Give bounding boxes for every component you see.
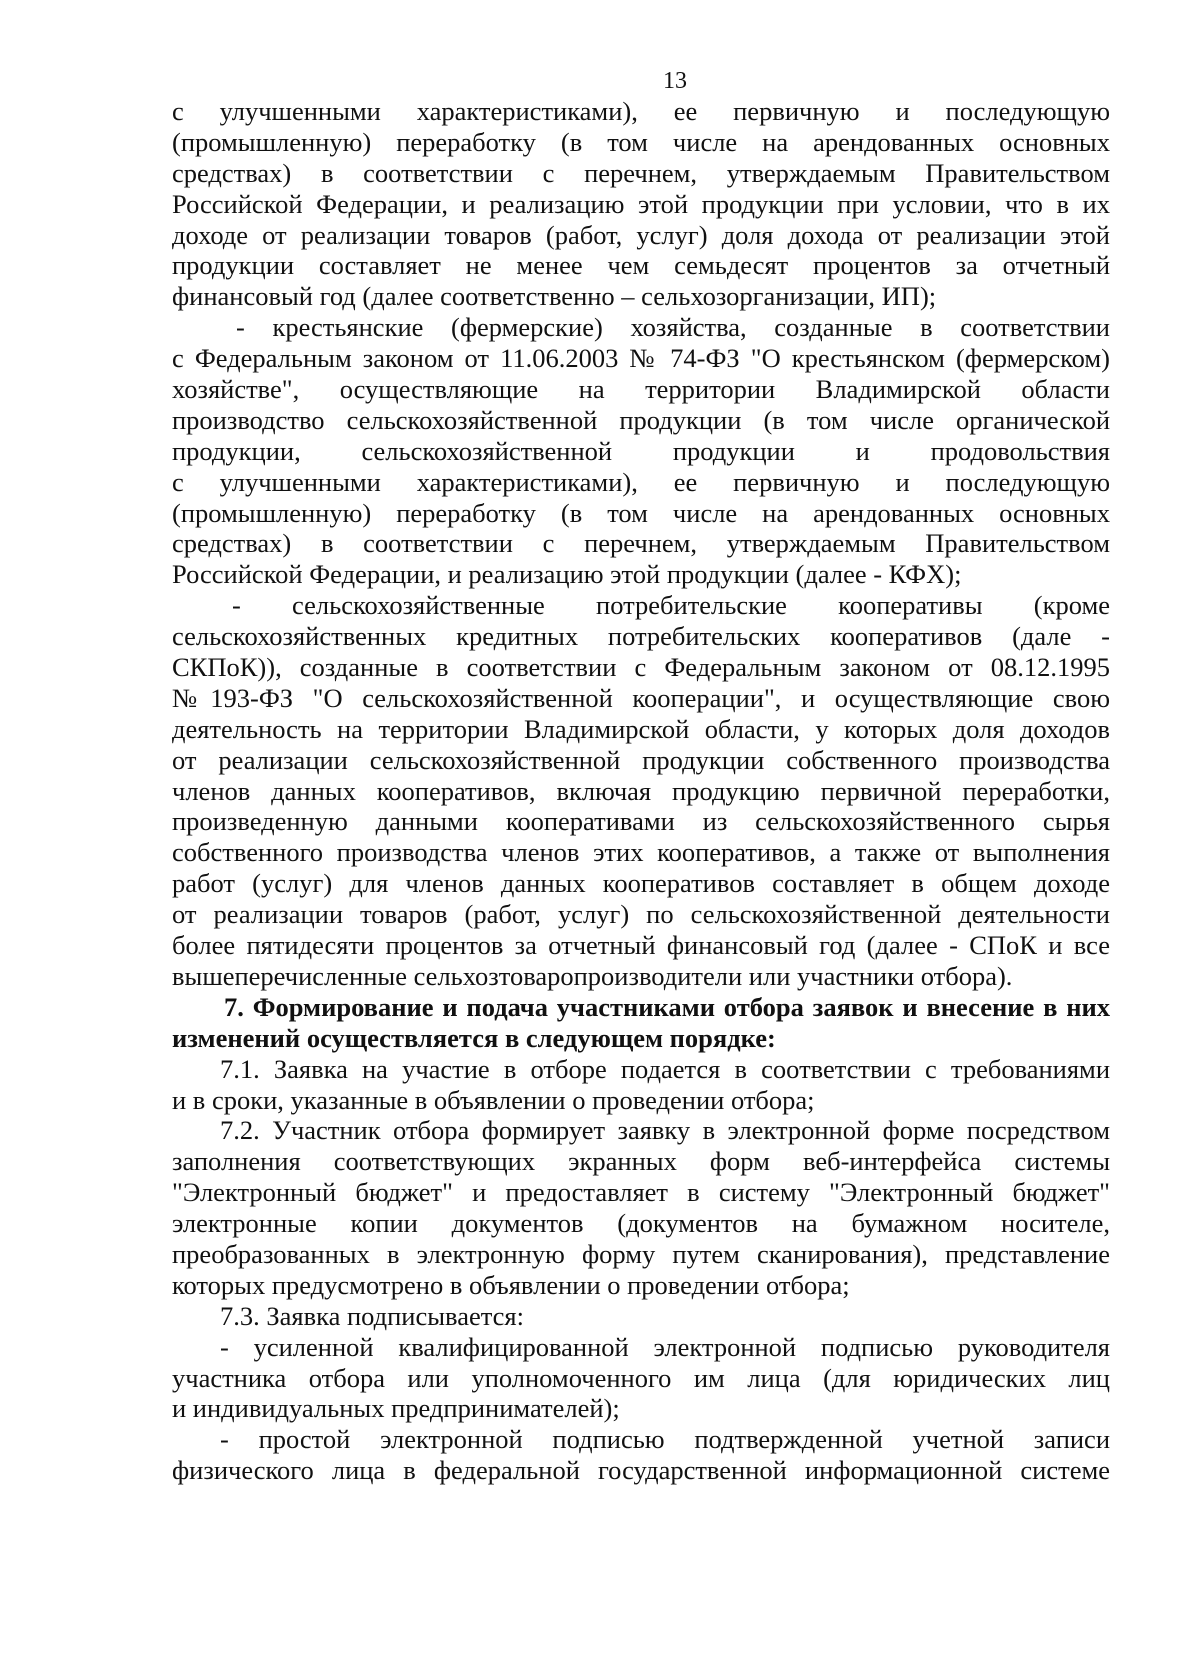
section-heading: 7. Формирование и подача участниками отбора заявок и внесение в них [224,991,1110,1022]
text-line: хозяйстве", осуществляющие на территории Владимирской области [172,374,1110,405]
text-line: средствах) в соответствии с перечнем, утверждаемым Правительством [172,528,1110,559]
text-line: с Федеральным законом от 11.06.2003 № 74-ФЗ "О крестьянском (фермерском) [172,343,1110,374]
text-line: электронные копии документов (документов на бумажном носителе, [172,1208,1110,1239]
page-number: 13 [663,68,687,94]
text-line: участника отбора или уполномоченного им лица (для юридических лиц [172,1362,1110,1393]
text-line: 7.1. Заявка на участие в отборе подается в соответствии с требованиями [220,1053,1110,1084]
text-line: от реализации товаров (работ, услуг) по сельскохозяйственной деятельности [172,899,1110,930]
text-line: и в сроки, указанные в объявлении о проведении отбора; [172,1084,815,1115]
text-line: с улучшенными характеристиками), ее первичную и последующую [172,466,1110,497]
text-line: с улучшенными характеристиками), ее первичную и последующую [172,96,1110,126]
document-body [172,96,1110,1486]
text-line: членов данных кооперативов, включая продукцию первичной переработки, [172,775,1110,806]
text-line: которых предусмотрено в объявлении о проведении отбора; [172,1269,850,1300]
text-line: физического лица в федеральной государственной информационной системе [172,1455,1110,1486]
text-line: (промышленную) переработку (в том числе на арендованных основных [172,497,1110,528]
text-line: 7.2. Участник отбора формирует заявку в электронной форме посредством [220,1115,1110,1146]
text-line: Российской Федерации, и реализацию этой продукции (далее - КФХ); [172,559,962,590]
text-line: Российской Федерации, и реализацию этой продукции при условии, что в их [172,188,1110,219]
text-line: финансовый год (далее соответственно – сельхозорганизации, ИП); [172,281,937,312]
text-line: - усиленной квалифицированной электронной подписью руководителя [220,1331,1110,1362]
text-line: вышеперечисленные сельхозтоваропроизводители или участники отбора). [172,960,1013,991]
text-line: произведенную данными кооперативами из сельскохозяйственного сырья [172,806,1110,837]
text-line: "Электронный бюджет" и предоставляет в систему "Электронный бюджет" [172,1177,1110,1208]
section-heading: изменений осуществляется в следующем порядке: [172,1022,776,1053]
text-line: 7.3. Заявка подписывается: [220,1300,524,1331]
text-line: продукции, сельскохозяйственной продукции и продовольствия [172,435,1110,466]
text-line: - сельскохозяйственные потребительские кооперативы (кроме [232,590,1110,621]
text-line: сельскохозяйственных кредитных потребительских кооперативов (дале - [172,621,1110,652]
text-line: - простой электронной подписью подтвержденной учетной записи [220,1424,1110,1455]
text-line: деятельность на территории Владимирской области, у которых доля доходов [172,713,1110,744]
text-line: средствах) в соответствии с перечнем, утверждаемым Правительством [172,157,1110,188]
text-line: - крестьянские (фермерские) хозяйства, созданные в соответствии [236,312,1110,343]
text-line: (промышленную) переработку (в том числе на арендованных основных [172,126,1110,157]
text-line: и индивидуальных предпринимателей); [172,1393,620,1424]
text-line: преобразованных в электронную форму путем сканирования), представление [172,1238,1110,1269]
text-line: доходе от реализации товаров (работ, услуг) доля дохода от реализации этой [172,219,1110,250]
text-line: собственного производства членов этих кооперативов, а также от выполнения [172,837,1110,868]
text-line: продукции составляет не менее чем семьдесят процентов за отчетный [172,250,1110,281]
text-line: более пятидесяти процентов за отчетный финансовый год (далее - СПоК и все [172,930,1110,961]
text-line: работ (услуг) для членов данных кооперативов составляет в общем доходе [172,868,1110,899]
text-line: заполнения соответствующих экранных форм веб-интерфейса системы [172,1146,1110,1177]
text-line: СКПоК)), созданные в соответствии с Федеральным законом от 08.12.1995 [172,652,1110,683]
text-line: производство сельскохозяйственной продукции (в том числе органической [172,404,1110,435]
text-line: №193-ФЗ "О сельскохозяйственной кооперации", и осуществляющие свою [172,682,1110,713]
text-line: от реализации сельскохозяйственной продукции собственного производства [172,744,1110,775]
